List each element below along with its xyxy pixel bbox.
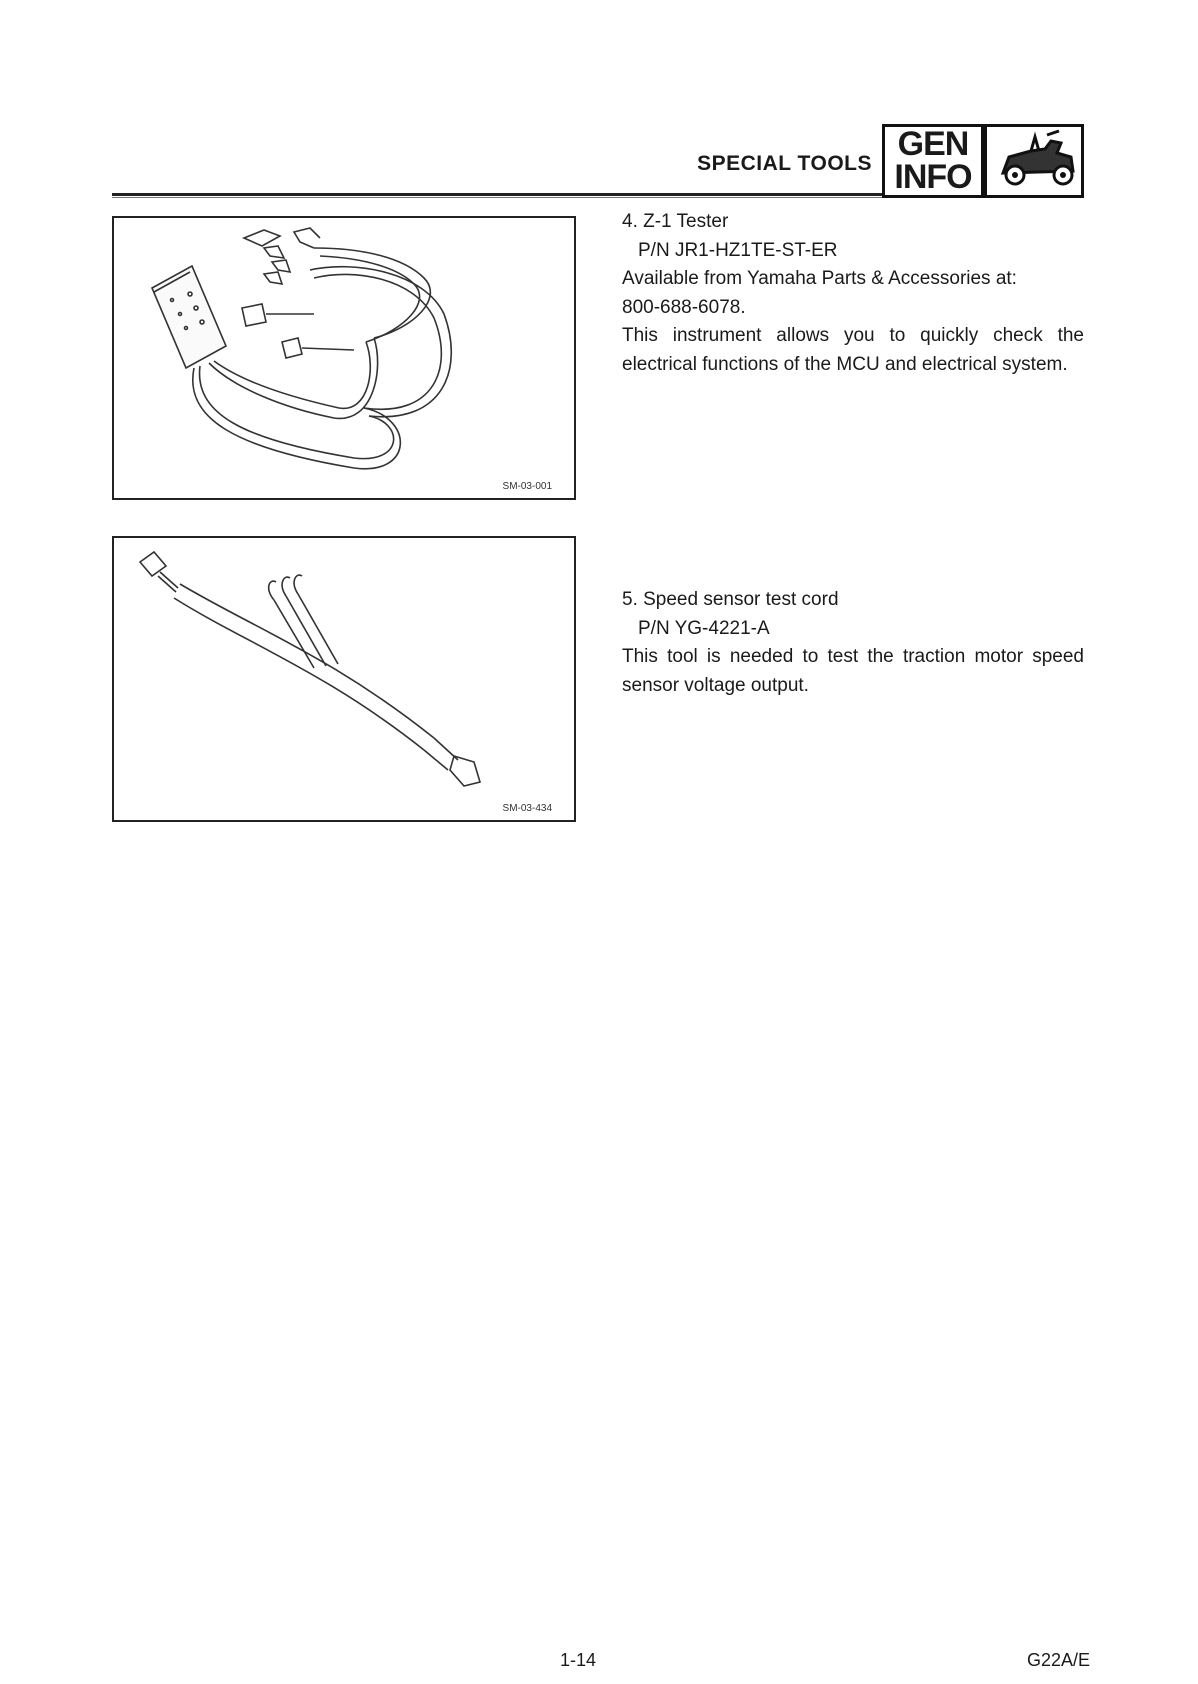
speed-sensor-test-cord-illustration (114, 538, 574, 820)
badge-line-2: INFO (894, 158, 972, 196)
figure-z1-tester (112, 216, 576, 500)
tool-5-heading: 5. Speed sensor test cord (622, 589, 839, 610)
tool-4-phone: 800-688-6078. (622, 296, 746, 318)
tool-5-description: This tool is needed to test the traction motor speed sensor voltage output. (622, 646, 1084, 696)
page-number: 1-14 (560, 1650, 597, 1670)
tool-4-part-number: P/N JR1-HZ1TE-ST-ER (638, 239, 838, 261)
tool-4-description: This instrument allows you to quickly check the electrical functions of the MCU and electrical system. (622, 325, 1084, 375)
header-rule (112, 193, 882, 196)
tool-4-heading: 4. Z-1 Tester (622, 211, 729, 232)
tool-5-block (622, 586, 1084, 700)
tool-4-block (622, 208, 1084, 379)
tool-4-availability: Available from Yamaha Parts & Accessories at: (622, 268, 1017, 289)
badge-line-1: GEN (897, 125, 969, 163)
z1-tester-illustration (114, 218, 574, 498)
golf-cart-icon (987, 127, 1081, 195)
figure-code: SM-03-434 (502, 803, 552, 814)
document-code: G22A/E (1026, 1650, 1090, 1670)
figure-code: SM-03-001 (502, 481, 552, 492)
section-title: SPECIAL TOOLS (697, 152, 872, 175)
figure-speed-sensor-cord (112, 536, 576, 822)
gen-info-badge (882, 124, 984, 198)
golf-cart-icon-box (984, 124, 1084, 198)
tool-5-part-number: P/N YG-4221-A (638, 617, 770, 639)
header-rule-thin (112, 197, 882, 198)
